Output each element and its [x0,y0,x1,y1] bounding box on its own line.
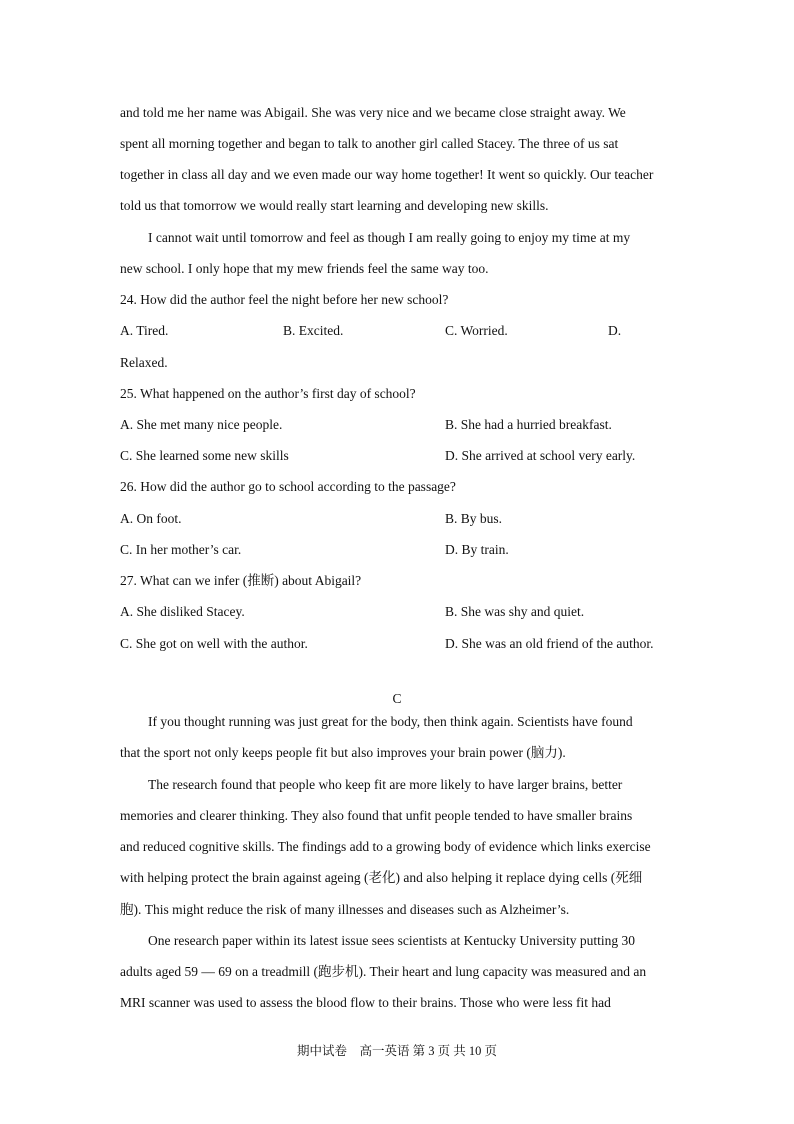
option-b: B. She was shy and quiet. [445,604,585,619]
passage-line: spent all morning together and began to talk to another girl called Stacey. The three of us sat [120,136,619,151]
passage-line: 胞). This might reduce the risk of many illnesses and diseases such as Alzheimer’s. [120,902,570,917]
question-stem: 26. How did the author go to school according to the passage? [120,479,456,494]
passage-line: that the sport not only keeps people fit but also improves your brain power (脑力). [120,745,566,760]
passage-line: and told me her name was Abigail. She was very nice and we became close straight away. We [120,105,626,120]
option-b: B. She had a hurried breakfast. [445,417,612,432]
passage-line: If you thought running was just great for the body, then think again. Scientists have found [148,714,633,729]
option-b: B. Excited. [283,323,344,338]
option-a: A. Tired. [120,323,169,338]
option-d-text: Relaxed. [120,355,168,370]
passage-line: and reduced cognitive skills. The findings add to a growing body of evidence which links exercise [120,839,651,854]
passage-line: with helping protect the brain against ageing (老化) and also helping it replace dying cells (死细 [120,870,643,885]
option-d: D. She arrived at school very early. [445,448,636,463]
option-c: C. She got on well with the author. [120,636,308,651]
option-a: A. She met many nice people. [120,417,283,432]
passage-line: memories and clearer thinking. They also found that unfit people tended to have smaller brains [120,808,633,823]
option-c: C. She learned some new skills [120,448,289,463]
option-c: C. Worried. [445,323,508,338]
option-d: D. She was an old friend of the author. [445,636,654,651]
page-footer: 期中试卷 高一英语 第 3 页 共 10 页 [296,1044,497,1058]
section-heading: C [392,691,402,706]
passage-line: One research paper within its latest issue sees scientists at Kentucky University putting 30 [148,933,636,948]
option-d: D. By train. [445,542,509,557]
passage-line: The research found that people who keep fit are more likely to have larger brains, better [148,777,623,792]
option-c: C. In her mother’s car. [120,542,242,557]
passage-line: new school. I only hope that my mew friends feel the same way too. [120,261,489,276]
question-stem: 25. What happened on the author’s first day of school? [120,386,416,401]
option-a: A. On foot. [120,511,182,526]
question-stem: 24. How did the author feel the night before her new school? [120,292,449,307]
passage-line: told us that tomorrow we would really start learning and developing new skills. [120,198,549,213]
question-stem: 27. What can we infer (推断) about Abigail? [120,573,362,588]
option-a: A. She disliked Stacey. [120,604,245,619]
passage-line: adults aged 59 — 69 on a treadmill (跑步机). Their heart and lung capacity was measured and an [120,964,647,979]
passage-line: I cannot wait until tomorrow and feel as though I am really going to enjoy my time at my [148,230,631,245]
passage-line: MRI scanner was used to assess the blood flow to their brains. Those who were less fit had [120,995,611,1010]
option-b: B. By bus. [445,511,503,526]
passage-line: together in class all day and we even made our way home together! It went so quickly. Our teacher [120,167,654,182]
option-d: D. [608,323,622,338]
